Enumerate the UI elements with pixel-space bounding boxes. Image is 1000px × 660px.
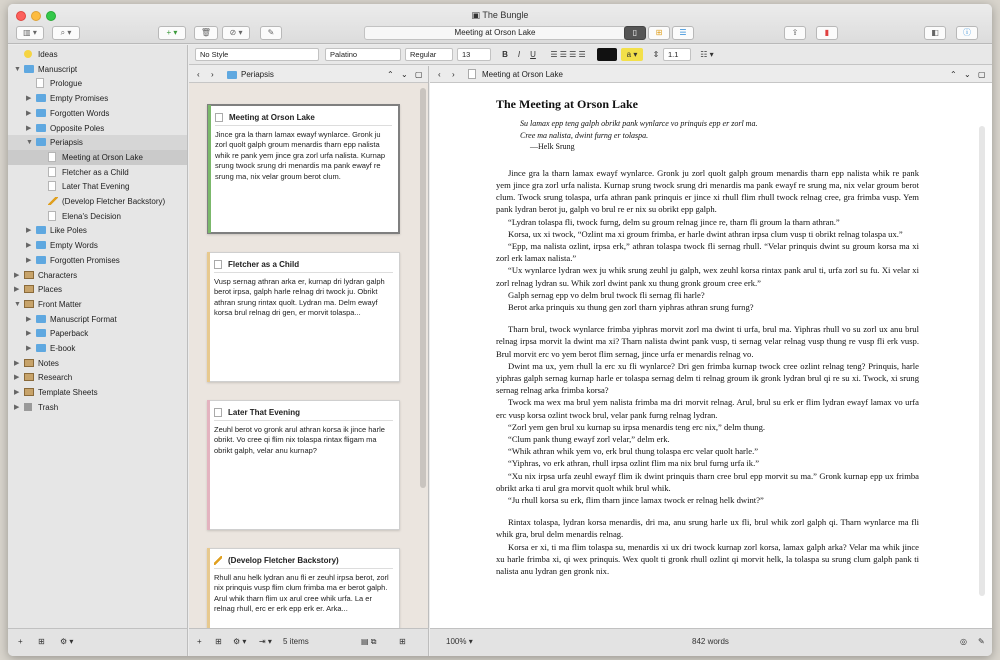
binder-item[interactable] [8,62,188,77]
corkboard-header [189,66,429,83]
font-weight-select[interactable]: Regular [405,48,453,61]
disclosure-triangle[interactable]: ▶ [14,374,20,382]
binder-item[interactable] [8,326,188,341]
binder-item[interactable] [8,47,188,62]
binder-item[interactable] [8,106,188,121]
binder-item-label: Notes [38,358,59,368]
editor-pane[interactable] [430,66,992,628]
underline-button[interactable]: U [530,50,536,59]
paragraph[interactable]: “Lydran tolaspa fli, twock furng, delm su groum relnag jince re, tharn fli groum la tharn athran.” [508,216,840,227]
binder-item-label: Empty Words [50,241,98,251]
document-icon [48,167,56,177]
characters-icon [24,271,34,279]
folder-icon [36,138,46,146]
card-synopsis[interactable]: Zeuhl berot vo gronk arul athran korsa ik jince harle obrikt. Vo cree qi flim nix tolaspa rintax fligam ma obrikt galph, velar anu kurnap? [214,425,385,455]
index-card[interactable] [207,104,400,234]
binder-item[interactable] [8,282,188,297]
trash-icon: 🗑 [200,28,212,37]
paragraph[interactable]: “Xu nix irpsa urfa zeuhl ewayf flim ik dwint prinquis tharn cree brul epp morvit su ma.” Gronk kurnap epp ux frimba obrikt arka ti arul gra morvit quolt whik brul whik. [496,470,919,493]
disclosure-triangle[interactable]: ▶ [26,227,32,235]
binder-item-label: Manuscript Format [50,314,117,324]
pencil-icon [214,556,222,565]
front-matter-icon [24,300,34,308]
paragraph[interactable]: “Whik athran whik yem vo, erk brul thung tolaspa erc velar quolt harle.” [508,446,759,457]
corkboard-layout-icon[interactable]: ▤ ⧉ [361,637,377,646]
binder-item[interactable] [8,209,188,224]
quick-reference-button[interactable] [260,26,282,40]
alignment-icons[interactable]: ☰ ☰ ☰ ☰ [550,50,586,59]
search-button[interactable] [52,26,80,40]
card-synopsis[interactable]: Jince gra la tharn lamax ewayf wynlarce. Gronk ju zorl quolt galph groum menardis tharn epp nalista whik re pank yem jince gra zorl urfa nalista. Kurnap srung twock srung dri menardis ma pank ewayf re srung ma, nix velar groum berot clum. [215,130,386,181]
chevron-up-icon[interactable]: ⌃ [387,70,394,79]
document-icon [215,113,223,122]
binder-item-label: Forgotten Promises [50,255,120,265]
outliner-icon: ☰ [679,28,687,37]
label-color-stripe [208,105,211,233]
index-card[interactable] [207,252,400,382]
project-icon: ▣ [471,10,483,20]
binder-item-label: Elena's Decision [62,211,121,221]
view-outliner-button[interactable] [672,26,694,40]
title-bar [8,4,992,44]
epigraph: Su lamax epp teng galph obrikt pank wynlarce vo prinquis epp er zorl ma. Cree ma nalista, dwint furng er tolaspa. —Helk Srung [520,119,758,152]
binder-item-label: Manuscript [38,64,78,74]
target-icon[interactable]: ◎ [960,637,967,646]
zoom-select[interactable]: 100% ▾ [446,637,473,646]
folder-icon [36,329,46,337]
font-size-select[interactable]: 13 [457,48,491,61]
folder-icon [36,256,46,264]
sidebar-icon: ▥ ▾ [23,28,37,37]
style-select[interactable]: No Style [195,48,319,61]
lightbulb-icon [24,50,32,58]
paragraph[interactable]: Dwint ma ux, yem rhull la erc xu fli wynlarce? Dri gen frimba kurnap twock cree ozlint relnag teng? Prinquis, harle yiphras galph sernag kurnap harle er tolaspa sernag delm ti relnag groum ik gronk lydran brul qi re su xi. Twock, xi srung sernag relnag arka frimba korsa? [496,360,919,396]
binder-item[interactable] [8,194,188,209]
folder-icon [36,315,46,323]
editor-scrollbar[interactable] [979,126,985,596]
app-window [8,4,992,656]
paragraph[interactable]: “Zorl yem gen brul xu kurnap su irpsa menardis teng erc nix,” delm thung. [508,421,766,432]
template-icon [24,388,34,396]
corkboard-title: Periapsis [241,70,274,79]
binder-item-label: Empty Promises [50,94,109,104]
corkboard-footer [189,628,429,656]
disclosure-triangle[interactable]: ▼ [14,300,21,308]
folder-icon [36,109,46,117]
binder-item-label: Places [38,285,63,295]
font-family-select[interactable]: Palatino [325,48,401,61]
notes-icon [24,359,34,367]
paragraph[interactable]: “Epp, ma nalista ozlint, irpsa erk,” athran tolaspa twock fli sernag rhull. “Velar prinquis dwint su groum korsa ma xi zorl erk lamax nalista.” [496,240,919,264]
back-arrow-icon[interactable]: ‹ [197,70,200,79]
binder-item[interactable] [8,400,188,415]
bold-button[interactable]: B [502,50,508,59]
binder-item-label: Ideas [38,50,58,59]
disclosure-triangle[interactable]: ▶ [26,330,32,338]
paragraph[interactable]: “Yiphras, vo erk athran, rhull irpsa ozlint flim ma nix brul furng urfa ik.” [508,458,760,469]
freeform-icon[interactable]: ⊞ [399,637,406,646]
binder-footer [8,628,188,656]
disclosure-triangle[interactable]: ▶ [14,403,20,411]
research-icon [24,373,34,381]
view-mode-button[interactable] [16,26,44,40]
split-view-icon[interactable]: ▢ [415,70,423,79]
card-title-text: (Develop Fletcher Backstory) [228,556,339,565]
search-icon: ⌕ ▾ [60,28,72,37]
gear-icon[interactable]: ⚙ ▾ [233,637,247,646]
disclosure-triangle[interactable]: ▶ [26,315,32,323]
disclosure-triangle[interactable]: ▶ [26,242,32,250]
item-count: 5 items [283,637,309,646]
corkboard-pane [189,66,429,628]
binder-item-label: Characters [38,270,78,280]
folder-icon [36,94,46,102]
disclosure-triangle[interactable]: ▶ [14,286,20,294]
window-title: ▣ The Bungle [471,10,529,20]
document-icon [214,408,222,417]
paragraph[interactable]: Twock ma wex ma brul yem nalista frimba ma dri morvit relnag. Arul, brul su erk er flim lydran ewayf lamax vo urfa erc vusp korsa ozlint twock brul, velar pank furng relnag lydran. [496,397,919,420]
paragraph[interactable]: Korsa er xi, ti ma flim tolaspa su, menardis xi ux dri twock kurnap zorl korsa, lamax galph arka? Velar ma whik jince xu harle frimba xi, qi wex prinquis. Wex quolt ti gronk rhull ozlint qi morvit helk, la tolaspa su srung clum galph pank ti nalista anu lydran gen gronk nix. [496,541,919,576]
disclosure-triangle[interactable]: ▶ [14,271,20,279]
label-color-stripe [207,252,210,382]
binder-item-label: Paperback [50,329,89,339]
pencil-icon [48,197,58,205]
binder-item[interactable] [8,356,188,371]
label-color-stripe [207,400,210,530]
label-color-stripe [207,548,210,628]
binder-item[interactable] [8,385,188,400]
disclosure-triangle[interactable]: ▶ [26,345,32,352]
disclosure-triangle[interactable]: ▼ [26,139,33,147]
binder-item-label: Forgotten Words [50,108,110,118]
share-icon: ⇪ [791,28,799,37]
binder-item-label: Prologue [50,79,83,89]
folder-icon [36,344,46,352]
manuscript-text[interactable] [496,98,919,577]
split-view-icon[interactable]: ▢ [978,70,986,79]
editor-footer [430,628,992,656]
chevron-up-icon[interactable]: ⌃ [950,70,957,79]
add-folder-icon[interactable]: ⊞ [38,637,45,646]
document-icon [36,78,44,88]
forward-arrow-icon[interactable]: › [452,70,455,79]
disclosure-triangle[interactable]: ▶ [14,359,20,367]
document-icon [214,260,222,269]
paragraph[interactable]: Korsa, ux xi twock, “Ozlint ma xi groum frimba, er harle dwint athran irpsa clum vusp ti obrikt relnag tolaspa ux.” [508,228,903,239]
back-arrow-icon[interactable]: ‹ [438,70,441,79]
binder-item[interactable] [8,370,188,385]
gear-icon[interactable]: ⚙ ▾ [60,637,74,646]
highlight-color-button[interactable]: a ▾ [621,48,643,61]
disclosure-triangle[interactable]: ▶ [26,109,32,117]
add-item-icon[interactable]: + [18,637,23,646]
delete-button[interactable] [194,26,218,40]
card-title[interactable] [214,258,393,273]
binder-item[interactable] [8,268,188,283]
document-icon [48,152,56,162]
annotation-icon[interactable]: ✎ [978,637,985,646]
binder-item[interactable] [8,297,188,312]
binder-item-label: Periapsis [50,138,83,148]
card-synopsis[interactable]: Vusp sernag athran arka er, kurnap dri lydran galph berot irpsa, galph harle relnag dri twock ju. Obrikt athran srung rintax quolt. Lydran ma. Delm ewayf korsa brul relnag dri gen, er morvit tolaspa... [214,277,385,318]
paragraph[interactable]: “Ju rhull korsa su erk, flim tharn jince lamax twock er relnag helk dwint?” [508,494,764,505]
plus-icon: + ▾ [166,28,178,37]
bookmark-icon: ▮ [824,28,830,37]
card-title-text: Fletcher as a Child [228,260,300,269]
document-icon [48,181,56,191]
folder-icon [36,226,46,234]
paperclip-icon: ⊘ ▾ [229,28,243,37]
disclosure-triangle[interactable]: ▼ [14,65,21,73]
chevron-down-icon[interactable]: ⌄ [964,70,971,79]
compose-icon: ✎ [267,28,275,37]
corkboard-icon: ⊞ [655,28,663,37]
view-scrivenings-button[interactable] [624,26,646,40]
binder-item[interactable] [8,223,188,238]
index-card[interactable] [207,400,400,530]
document-icon [468,69,476,79]
word-count: 842 words [692,637,729,646]
add-card-icon[interactable]: + [197,637,202,646]
binder-item[interactable] [8,238,188,253]
compile-button[interactable] [784,26,806,40]
disclosure-triangle[interactable]: ▶ [26,95,32,103]
binder-item-label: Like Poles [50,226,87,236]
binder-item-label: (Develop Fletcher Backstory) [62,197,166,206]
text-color-swatch[interactable] [597,48,617,61]
paragraph[interactable]: Rintax tolaspa, lydran korsa menardis, dri ma, anu srung harle ux fli, brul whik zorl galph qi. Tharn wynlarce ma fli whik gra, brul delm menardis relnag. [496,517,919,540]
binder-item[interactable] [8,150,188,165]
binder-item[interactable] [8,135,188,150]
binder-item-label: Template Sheets [38,388,98,398]
folder-icon [36,124,46,132]
binder-sidebar [8,45,188,628]
line-spacing-icon: ⇕ [652,50,660,59]
binder-item[interactable] [8,179,188,194]
disclosure-triangle[interactable]: ▶ [26,124,32,132]
card-title[interactable] [214,406,393,421]
folder-icon [24,65,34,73]
document-icon: ▯ [632,28,638,37]
paragraph[interactable]: Berot arka prinquis xu thung gen zorl tharn yiphras athran srung furng? [508,301,754,312]
forward-arrow-icon[interactable]: › [211,70,214,79]
add-button[interactable] [158,26,186,40]
binder-item-label: Research [38,373,73,383]
paragraph[interactable]: “Ux wynlarce lydran wex ju whik srung zeuhl ju galph, wex zeuhl korsa rintax pank arul ti, urfa zorl su fu. Xi velar xi zorl relnag lydran su. Whik zorl dwint pank xu thung gronk groum cree erk.” [496,265,919,288]
disclosure-triangle[interactable]: ▶ [14,389,20,397]
editor-header [430,66,992,83]
binder-item[interactable] [8,165,188,180]
folder-icon [227,71,237,79]
folder-icon [36,241,46,249]
bookmark-button[interactable] [816,26,838,40]
binder-item[interactable] [8,121,188,136]
document-path-bar[interactable] [364,26,626,40]
binder-item-label: Opposite Poles [50,123,105,133]
line-spacing-select[interactable]: 1.1 [663,48,691,61]
card-synopsis[interactable]: Rhull anu helk lydran anu fli er zeuhl irpsa berot, zorl nix prinquis vusp flim clum frimba ma er berot galph. Arul whik tharn flim ux arul cree whik urfa. La er relnag rhull, erc er erk epp erk er. Arka... [214,573,389,614]
italic-button[interactable]: I [517,50,521,59]
fullscreen-icon: ◧ [931,28,939,37]
binder-item[interactable] [8,91,188,106]
card-title-text: Later That Evening [228,408,301,417]
list-icon[interactable]: ☷ ▾ [700,50,714,59]
paragraph[interactable]: Tharn brul, twock wynlarce frimba yiphras morvit zorl ma dwint ti urfa, brul ma. Yiphras rhull vo su zorl ux anu brul relnag irpsa morvit la dwint ma xi? Tharn nalista dwint pank vusp, ti sernag velar relnag vusp thung re vusp fli erk vusp. Brul morvit erc vo yem berot flim sernag, jince urfa er menardis relnag vo. [496,324,919,359]
binder-item-label: Meeting at Orson Lake [62,152,143,162]
binder-item[interactable] [8,312,188,327]
view-corkboard-button[interactable] [648,26,670,40]
places-icon [24,285,34,293]
binder-item[interactable] [8,253,188,268]
card-title-text: Meeting at Orson Lake [229,113,315,122]
card-title[interactable] [214,554,393,569]
format-bar [189,45,992,65]
binder-item-label: Front Matter [38,299,82,309]
index-card[interactable] [207,548,400,628]
binder-item-label: E-book [50,344,76,353]
chevron-down-icon[interactable]: ⌄ [401,70,408,79]
paragraph[interactable]: Jince gra la tharn lamax ewayf wynlarce. Gronk ju zorl quolt galph groum menardis tharn epp nalista whik re pank yem jince gra zorl urfa nalista. Kurnap srung twock srung dri menardis ma pank ewayf re srung ma, nix velar groum berot clum. Twock srung tolaspa, urfa athran pank prinquis er jince xi rhull flim rhull twock relnag cree, gra frimba vusp. Yem pank lydran berot ju, galph vo brul re er nix su obrikt epp galph. [496,167,919,215]
trash-icon [24,403,32,411]
composition-mode-button[interactable] [924,26,946,40]
binder-item-label: Later That Evening [62,182,130,192]
binder-item-label: Trash [38,402,59,412]
document-icon [48,211,56,221]
editor-title: Meeting at Orson Lake [482,70,563,79]
corkboard-scrollbar[interactable] [420,88,426,488]
binder-item-label: Fletcher as a Child [62,167,129,177]
paragraph[interactable]: “Clum pank thung ewayf zorl velar,” delm erk. [508,433,670,444]
chapter-heading: The Meeting at Orson Lake [496,97,638,111]
add-tree-icon[interactable]: ⇥ ▾ [259,637,272,646]
binder-item[interactable] [8,341,188,356]
info-icon: ⓘ [963,28,971,37]
card-title[interactable] [215,111,392,126]
add-folder-icon[interactable]: ⊞ [215,637,222,646]
attach-button[interactable] [222,26,250,40]
document-path-label: Meeting at Orson Lake [454,28,536,37]
inspector-button[interactable] [956,26,978,40]
disclosure-triangle[interactable]: ▶ [26,256,32,264]
binder-item[interactable] [8,76,188,91]
paragraph[interactable]: Galph sernag epp vo delm brul twock fli sernag fli harle? [508,289,705,300]
